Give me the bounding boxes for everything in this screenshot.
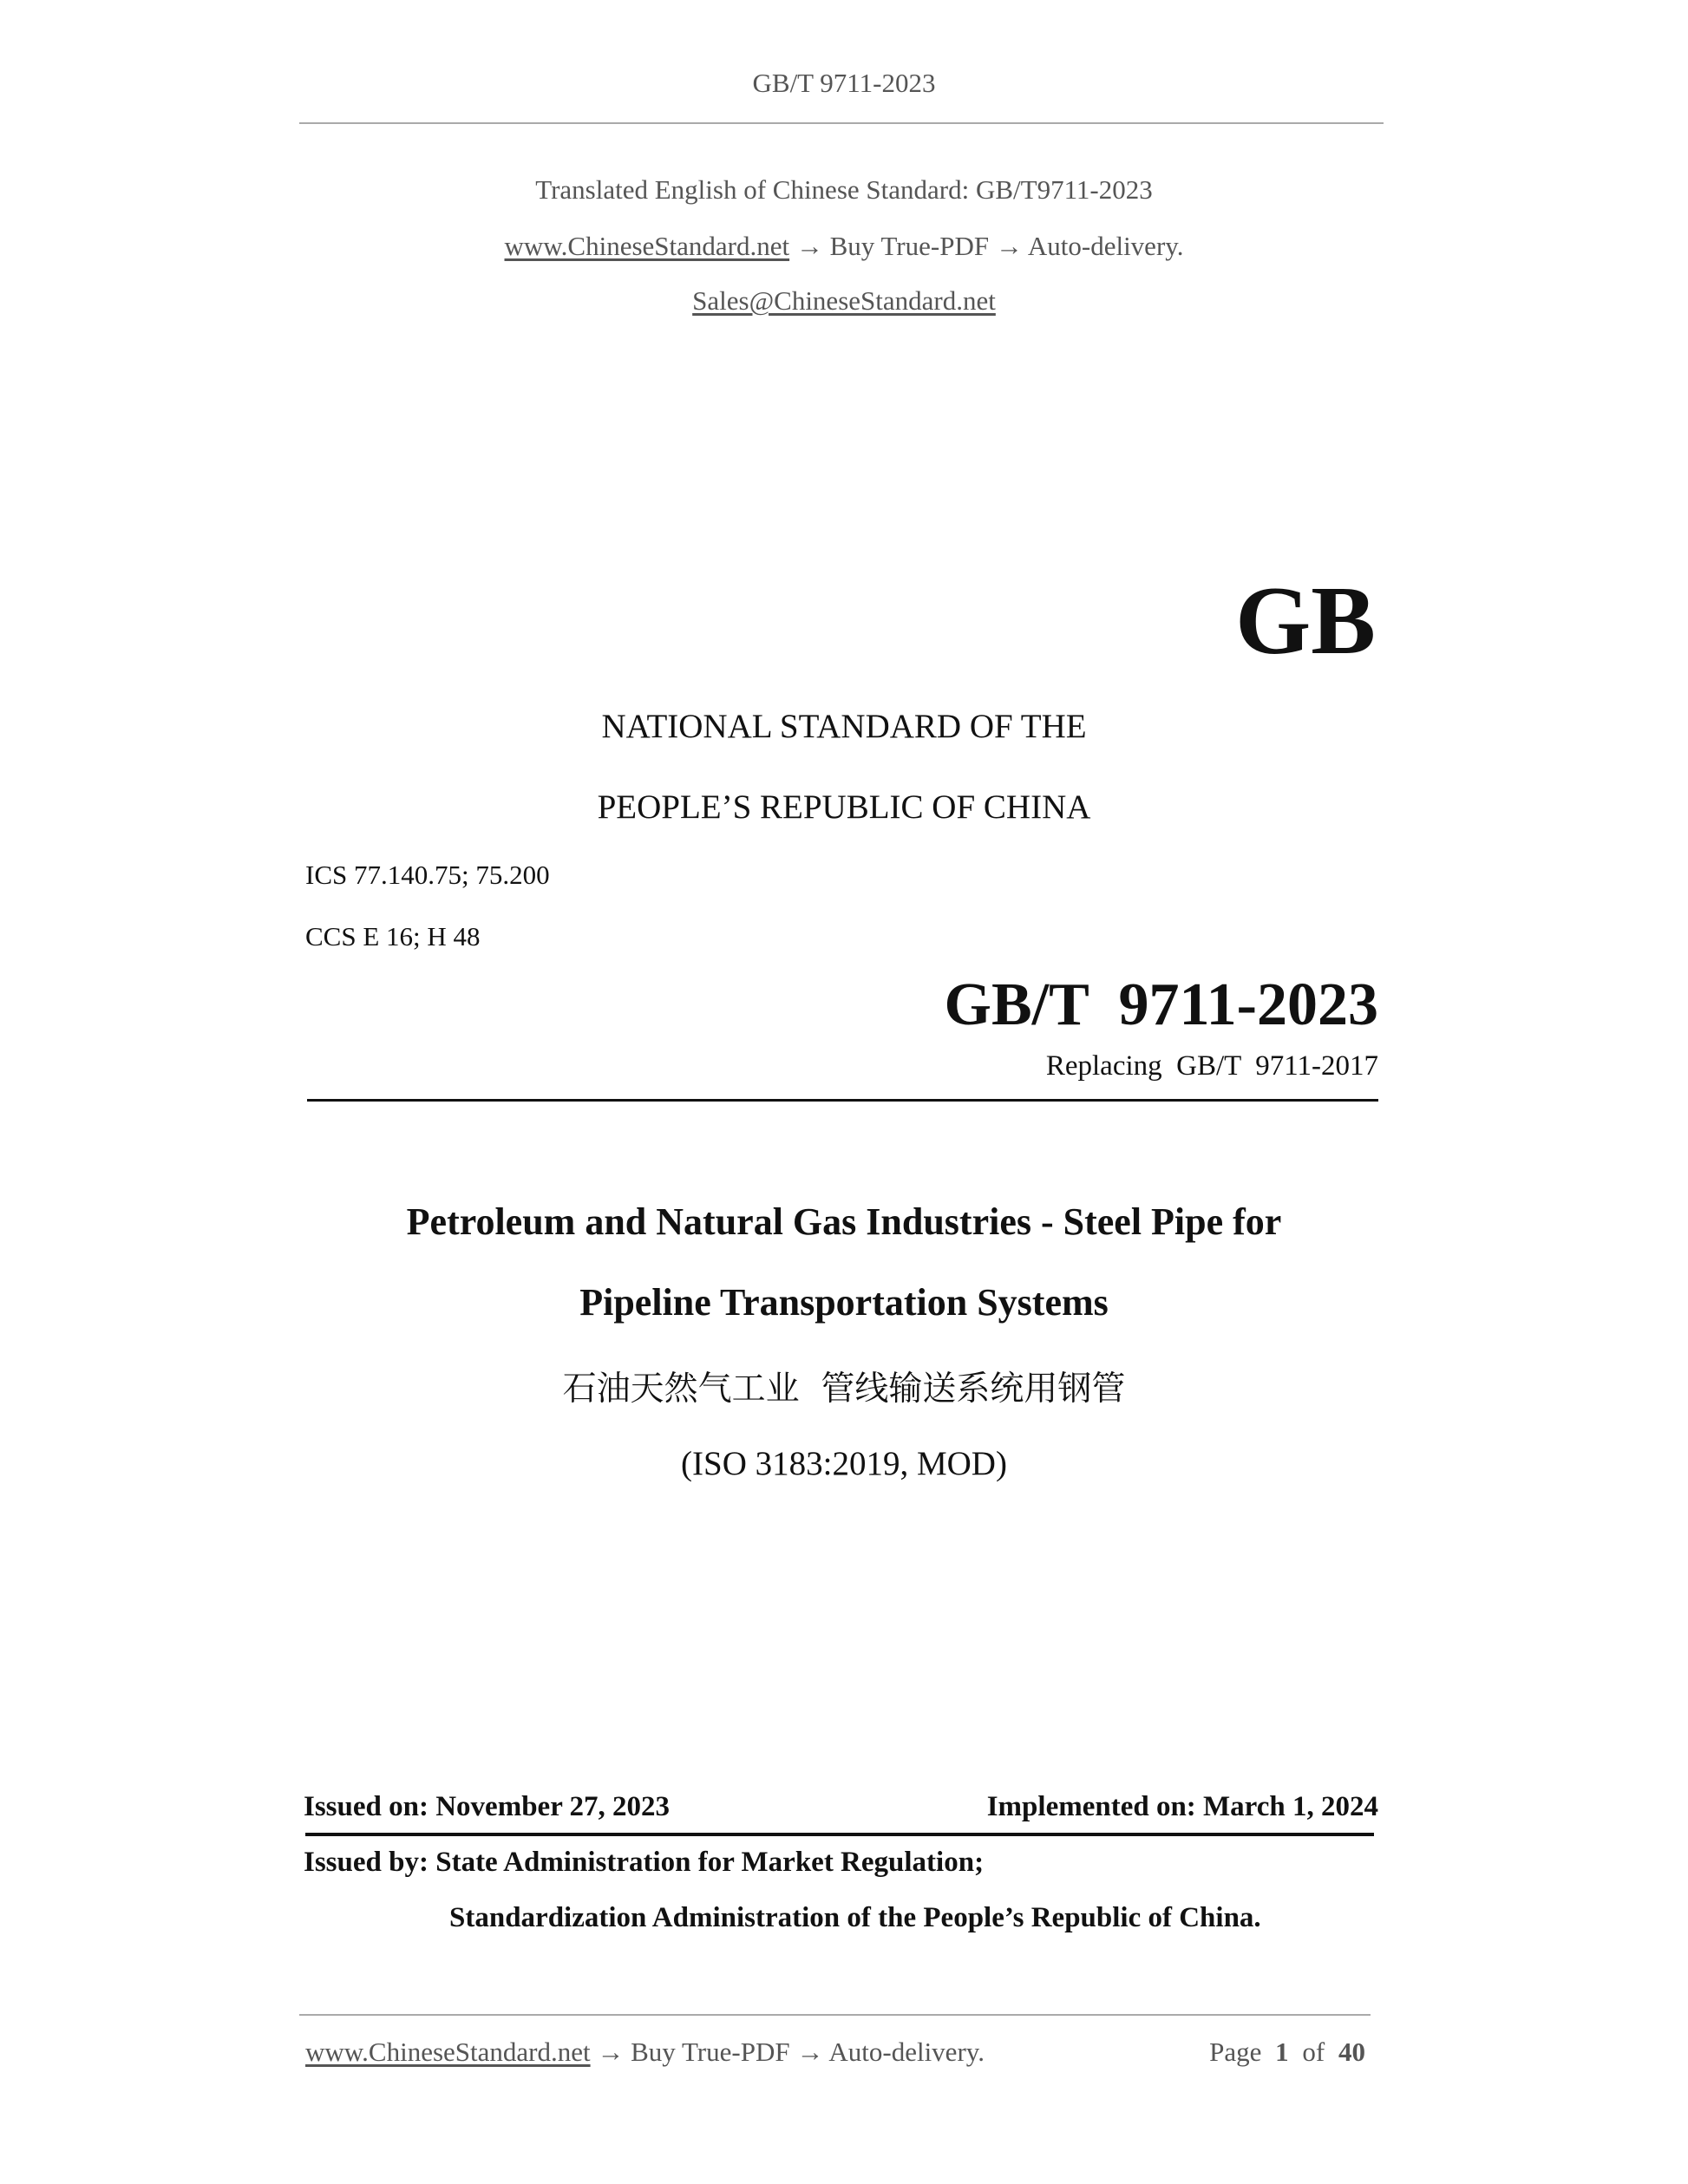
ics-code: ICS 77.140.75; 75.200	[305, 860, 550, 890]
buy-line-text: → Buy True-PDF → Auto-delivery.	[789, 231, 1184, 261]
gb-mark: GB	[1235, 567, 1376, 675]
sales-email-link[interactable]: Sales@ChineseStandard.net	[692, 285, 996, 316]
replacing-note: Replacing GB/T 9711-2017	[1045, 1050, 1378, 1082]
title-line-1: Petroleum and Natural Gas Industries - Steel Pipe for	[406, 1200, 1282, 1243]
page-indicator	[1209, 2037, 1365, 2068]
implemented-on: Implemented on: March 1, 2024	[986, 1791, 1378, 1822]
email-line	[0, 285, 1688, 317]
chinesestandard-link[interactable]: www.ChineseStandard.net	[504, 231, 790, 261]
issued-by-line-1: Issued by: State Administration for Market Regulation;	[304, 1847, 985, 1878]
national-standard-line-2: PEOPLE’S REPUBLIC OF CHINA	[597, 788, 1091, 826]
of-label: of	[1302, 2037, 1325, 2067]
ccs-code: CCS E 16; H 48	[305, 921, 481, 951]
standard-number-rule	[307, 1099, 1378, 1102]
standard-number: GB/T 9711-2023	[944, 971, 1378, 1038]
header-divider	[299, 122, 1384, 124]
iso-reference: (ISO 3183:2019, MOD)	[681, 1445, 1007, 1482]
page-number: 1	[1275, 2037, 1289, 2067]
footer-buy-line	[305, 2037, 985, 2068]
issued-on: Issued on: November 27, 2023	[304, 1791, 670, 1822]
issued-by-line-2: Standardization Administration of the People’s Republic of China.	[449, 1902, 1261, 1933]
footer-divider	[299, 2014, 1371, 2016]
translation-note: Translated English of Chinese Standard: GB/T9711-2023	[535, 174, 1153, 205]
title-line-2: Pipeline Transportation Systems	[579, 1281, 1109, 1324]
total-pages: 40	[1338, 2037, 1365, 2067]
footer-buy-line-text: → Buy True-PDF → Auto-delivery.	[590, 2037, 985, 2067]
running-header-title: GB/T 9711-2023	[752, 68, 936, 98]
footer-chinesestandard-link[interactable]: www.ChineseStandard.net	[305, 2037, 591, 2067]
national-standard-line-1: NATIONAL STANDARD OF THE	[601, 708, 1087, 745]
title-chinese: 石油天然气工业 管线输送系统用钢管	[562, 1370, 1126, 1409]
page-label: Page	[1209, 2037, 1262, 2067]
issued-rule	[305, 1833, 1374, 1836]
buy-line	[0, 231, 1688, 262]
